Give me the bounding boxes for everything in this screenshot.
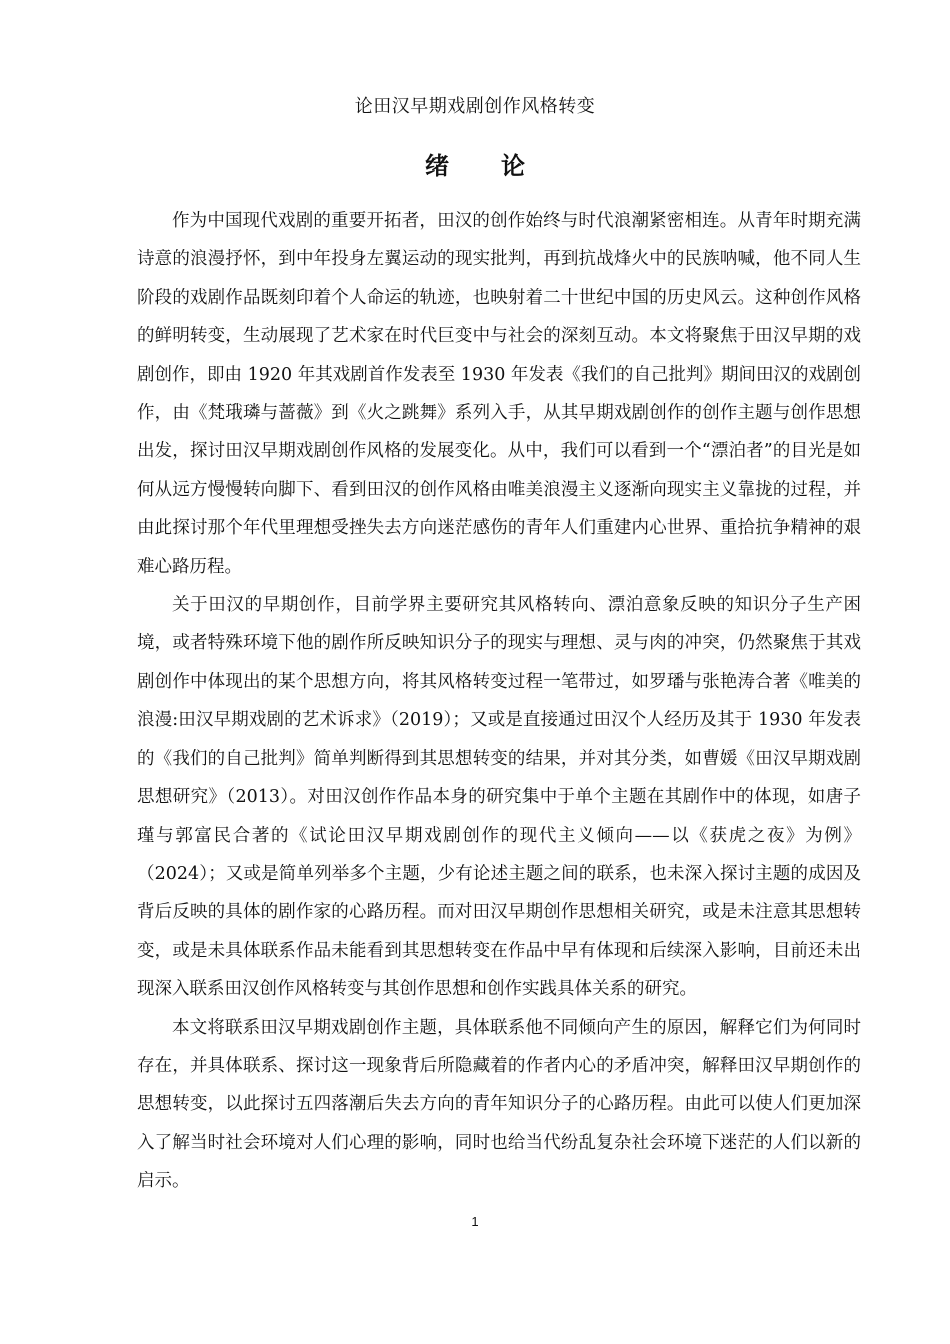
paragraph: 关于田汉的早期创作，目前学界主要研究其风格转向、漂泊意象反映的知识分子生产困境，或者特殊环境下他的剧作所反映知识分子的现实与理想、灵与肉的冲突，仍然聚焦于其戏剧创作中体现出的某个思想方向，将其风格转变过程一笔带过，如罗璠与张艳涛合著《唯美的浪漫:田汉早期戏剧的艺术诉求》（2019）；又或是直接通过田汉个人经历及其于 1930 年发表的《我们的自己批判》简单判断得到其思想转变的结果，并对其分类，如曹媛《田汉早期戏剧思想研究》（2013）。对田汉创作作品本身的研究集中于单个主题在其剧作中的体现，如唐子瑾与郭富民合著的《试论田汉早期戏剧创作的现代主义倾向——以《获虎之夜》为例》（2024）；又或是简单列举多个主题，少有论述主题之间的联系，也未深入探讨主题的成因及背后反映的具体的剧作家的心路历程。而对田汉早期创作思想相关研究，或是未注意其思想转变，或是未具体联系作品未能看到其思想转变在作品中早有体现和后续深入影响，目前还未出现深入联系田汉创作风格转变与其创作思想和创作实践具体关系的研究。 xyxy=(137,595,861,1000)
body-text xyxy=(137,202,861,1201)
paragraph: 本文将联系田汉早期戏剧创作主题，具体联系他不同倾向产生的原因，解释它们为何同时存在，并具体联系、探讨这一现象背后所隐藏着的作者内心的矛盾冲突，解释田汉早期创作的思想转变，以此探讨五四落潮后失去方向的青年知识分子的心路历程。由此可以使人们更加深入了解当时社会环境对人们心理的影响，同时也给当代纷乱复杂社会环境下迷茫的人们以新的启示。 xyxy=(137,1017,861,1192)
page-number: 1 xyxy=(471,1214,479,1229)
section-title: 绪论 xyxy=(425,151,577,180)
running-header: 论田汉早期戏剧创作风格转变 xyxy=(354,96,596,117)
paragraph: 作为中国现代戏剧的重要开拓者，田汉的创作始终与时代浪潮紧密相连。从青年时期充满诗意的浪漫抒怀，到中年投身左翼运动的现实批判，再到抗战烽火中的民族呐喊，他不同人生阶段的戏剧作品既刻印着个人命运的轨迹，也映射着二十世纪中国的历史风云。这种创作风格的鲜明转变，生动展现了艺术家在时代巨变中与社会的深刻互动。本文将聚焦于田汉早期的戏剧创作，即由 1920 年其戏剧首作发表至 1930 年发表《我们的自己批判》期间田汉的戏剧创作，由《梵珴璘与蔷薇》到《火之跳舞》系列入手，从其早期戏剧创作的创作主题与创作思想出发，探讨田汉早期戏剧创作风格的发展变化。从中，我们可以看到一个“漂泊者”的目光是如何从远方慢慢转向脚下、看到田汉的创作风格由唯美浪漫主义逐渐向现实主义靠拢的过程，并由此探讨那个年代里理想受挫失去方向迷茫感伤的青年人们重建内心世界、重拾抗争精神的艰难心路历程。 xyxy=(137,211,861,577)
